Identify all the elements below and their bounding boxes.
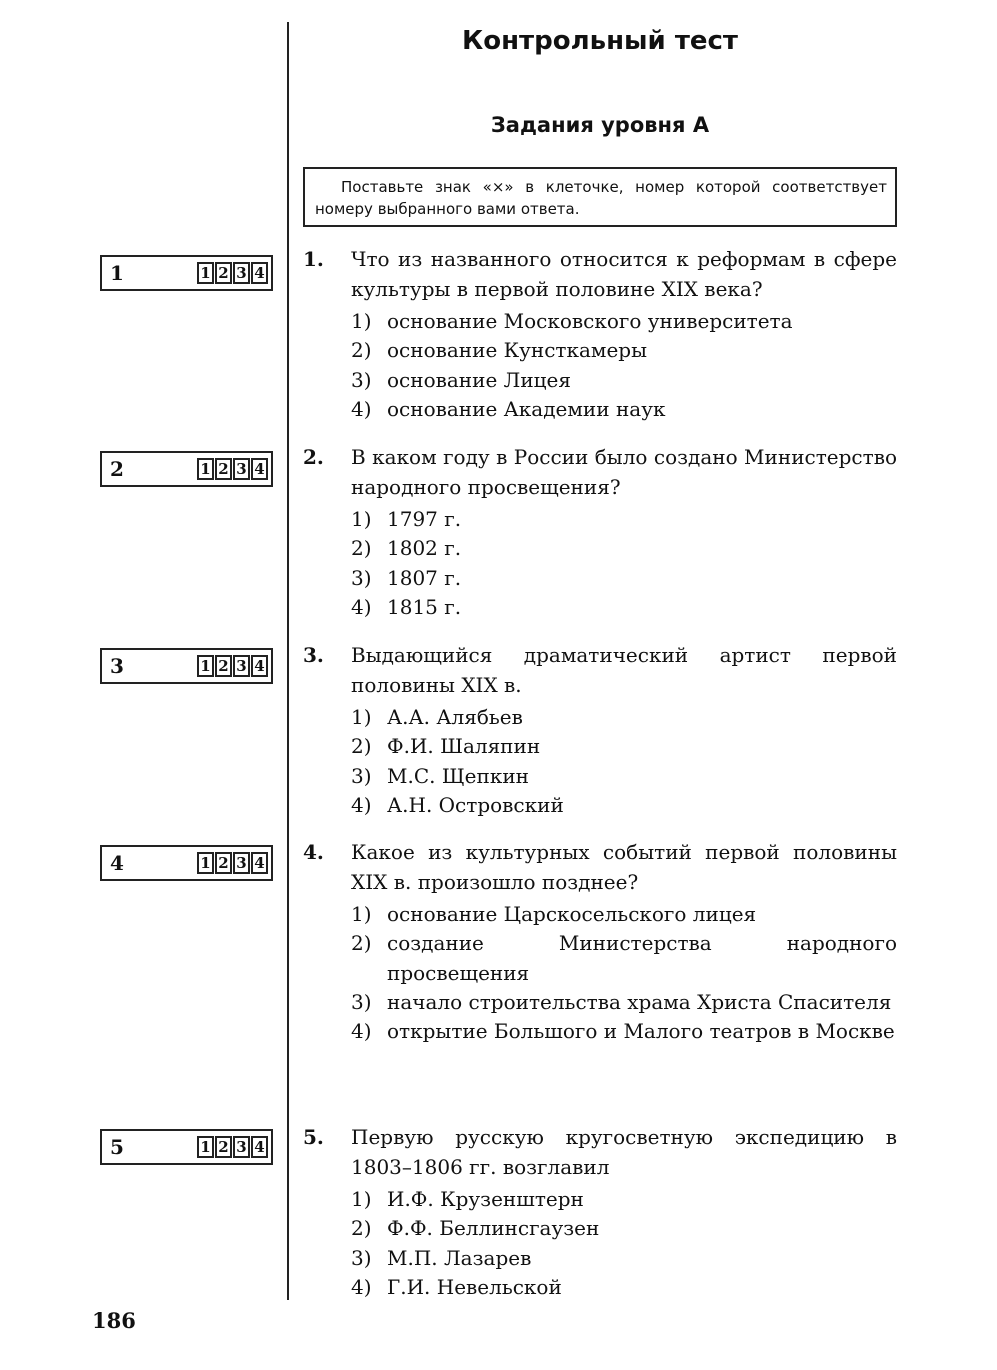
option-number: 2): [351, 338, 372, 363]
option-item[interactable]: [351, 1185, 897, 1214]
option-text: А.А. Алябьев: [387, 705, 523, 729]
question-5: [303, 1122, 897, 1302]
option-item[interactable]: [351, 791, 897, 820]
options-list: [351, 703, 897, 820]
option-item[interactable]: [351, 900, 897, 929]
answer-cells: [196, 458, 268, 480]
option-text: основание Московского университета: [387, 309, 793, 333]
options-list: [351, 307, 897, 424]
option-item[interactable]: [351, 505, 897, 534]
answer-box-number: 1: [110, 261, 124, 285]
answer-box-3: [100, 648, 273, 684]
options-list: [351, 1185, 897, 1302]
answer-cell-2[interactable]: 2: [215, 852, 232, 874]
option-item[interactable]: [351, 988, 897, 1017]
question-text: Выдающийся драматический артист первой половины XIX в.: [351, 643, 897, 697]
option-number: 4): [351, 792, 372, 817]
answer-cell-3[interactable]: 3: [233, 262, 250, 284]
page-title: Контрольный тест: [461, 26, 739, 56]
option-item[interactable]: [351, 336, 897, 365]
answer-cell-3[interactable]: 3: [233, 852, 250, 874]
option-text: основание Кунсткамеры: [387, 338, 648, 363]
option-text: 1802 г.: [387, 536, 462, 561]
option-text: создание Министерства народного просвещения: [387, 931, 897, 985]
answer-cell-4[interactable]: 4: [251, 655, 268, 677]
answer-cell-3[interactable]: 3: [233, 458, 250, 480]
option-number: 3): [351, 763, 372, 788]
option-text: 1815 г.: [387, 594, 462, 619]
question-number: 3.: [303, 643, 324, 667]
option-item[interactable]: [351, 534, 897, 563]
option-number: 2): [351, 1216, 372, 1241]
option-item[interactable]: [351, 929, 897, 988]
answer-cell-1[interactable]: 1: [197, 655, 214, 677]
answer-cell-2[interactable]: 2: [215, 262, 232, 284]
option-number: 1): [351, 309, 372, 333]
option-number: 1): [351, 1187, 372, 1211]
question-3: [303, 640, 897, 820]
option-number: 2): [351, 536, 372, 561]
option-number: 3): [351, 989, 372, 1014]
question-text: Первую русскую кругосветную экспедицию в 1803–1806 гг. возглавил: [351, 1125, 897, 1179]
option-item[interactable]: [351, 1244, 897, 1273]
option-text: открытие Большого и Малого театров в Москве: [387, 1019, 895, 1044]
options-list: [351, 900, 897, 1046]
option-number: 4): [351, 396, 372, 421]
options-list: [351, 505, 897, 622]
option-text: 1807 г.: [387, 565, 462, 590]
answer-cell-1[interactable]: 1: [197, 458, 214, 480]
answer-box-2: [100, 451, 273, 487]
answer-cell-2[interactable]: 2: [215, 458, 232, 480]
answer-box-number: 5: [110, 1135, 124, 1159]
question-text: Какое из культурных событий первой половины XIX в. произошло позднее?: [351, 840, 897, 894]
page-number: 186: [92, 1308, 136, 1333]
option-item[interactable]: [351, 366, 897, 395]
answer-box-number: 2: [110, 457, 124, 481]
option-number: 4): [351, 1019, 372, 1044]
option-text: Ф.И. Шаляпин: [387, 734, 541, 759]
option-text: И.Ф. Крузенштерн: [387, 1187, 584, 1211]
answer-cells: [196, 655, 268, 677]
answer-cell-4[interactable]: 4: [251, 458, 268, 480]
option-text: основание Царскосельского лицея: [387, 902, 757, 926]
option-number: 2): [351, 931, 372, 956]
answer-box-number: 3: [110, 654, 124, 678]
option-item[interactable]: [351, 1017, 897, 1046]
answer-cell-4[interactable]: 4: [251, 262, 268, 284]
answer-cell-2[interactable]: 2: [215, 1136, 232, 1158]
answer-cell-1[interactable]: 1: [197, 1136, 214, 1158]
option-item[interactable]: [351, 703, 897, 732]
option-number: 3): [351, 565, 372, 590]
option-number: 1): [351, 902, 372, 926]
option-number: 3): [351, 1245, 372, 1270]
answer-cell-1[interactable]: 1: [197, 852, 214, 874]
option-number: 4): [351, 1274, 372, 1299]
answer-box-1: [100, 255, 273, 291]
answer-cell-4[interactable]: 4: [251, 1136, 268, 1158]
answer-cell-3[interactable]: 3: [233, 1136, 250, 1158]
option-text: М.С. Щепкин: [387, 763, 530, 788]
option-number: 1): [351, 705, 372, 729]
option-number: 2): [351, 734, 372, 759]
answer-box-number: 4: [110, 851, 124, 875]
option-item[interactable]: [351, 1214, 897, 1243]
answer-cell-4[interactable]: 4: [251, 852, 268, 874]
question-number: 5.: [303, 1125, 324, 1149]
instruction-box: Поставьте знак «×» в клеточке, номер которой соответствует номеру выбранного вами ответа.: [303, 167, 897, 227]
question-number: 1.: [303, 247, 324, 271]
option-text: начало строительства храма Христа Спасителя: [387, 989, 892, 1014]
answer-cell-2[interactable]: 2: [215, 655, 232, 677]
answer-box-5: [100, 1129, 273, 1165]
option-text: основание Академии наук: [387, 396, 666, 421]
option-text: Г.И. Невельской: [387, 1274, 562, 1299]
option-item[interactable]: [351, 762, 897, 791]
question-number: 2.: [303, 445, 324, 469]
option-number: 3): [351, 367, 372, 392]
question-2: [303, 442, 897, 622]
question-1: [303, 244, 897, 424]
option-text: А.Н. Островский: [387, 792, 564, 817]
question-number: 4.: [303, 840, 324, 864]
answer-cell-3[interactable]: 3: [233, 655, 250, 677]
option-item[interactable]: [351, 1273, 897, 1302]
option-item[interactable]: [351, 732, 897, 761]
answer-cells: [196, 852, 268, 874]
option-text: основание Лицея: [387, 367, 571, 392]
option-number: 1): [351, 507, 372, 531]
option-item[interactable]: [351, 307, 897, 336]
answer-cells: [196, 262, 268, 284]
option-text: 1797 г.: [387, 507, 462, 531]
option-text: М.П. Лазарев: [387, 1245, 532, 1270]
question-text: Что из названного относится к реформам в сфере культуры в первой половине XIX века?: [351, 247, 897, 301]
section-subtitle: Задания уровня А: [490, 113, 710, 137]
option-item[interactable]: [351, 593, 897, 622]
question-text: В каком году в России было создано Министерство народного просвещения?: [351, 445, 897, 499]
option-item[interactable]: [351, 395, 897, 424]
column-divider: [287, 22, 289, 1300]
option-number: 4): [351, 594, 372, 619]
question-4: [303, 837, 897, 1046]
answer-box-4: [100, 845, 273, 881]
option-text: Ф.Ф. Беллинсгаузен: [387, 1216, 600, 1241]
answer-cells: [196, 1136, 268, 1158]
answer-cell-1[interactable]: 1: [197, 262, 214, 284]
option-item[interactable]: [351, 564, 897, 593]
